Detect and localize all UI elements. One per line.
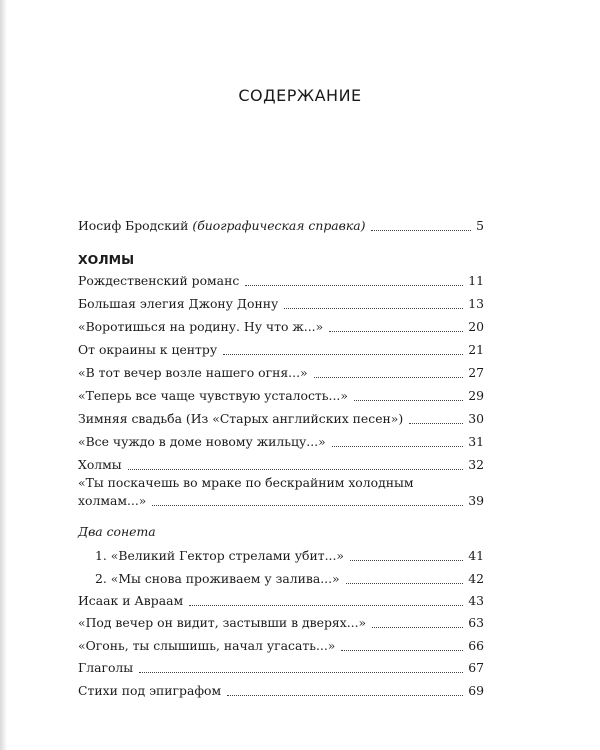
toc-entry-page: 41 [468, 548, 484, 563]
toc-entry-page: 29 [468, 388, 484, 403]
toc-entry[interactable] [78, 657, 484, 679]
toc-entry-label: Исаак и Авраам [78, 593, 184, 608]
toc-entry-page: 43 [468, 593, 484, 608]
toc-entry-label: «Теперь все чаще чувствую усталость...» [78, 388, 348, 403]
leader-dots [329, 331, 463, 332]
toc-entry-label: От окраины к центру [78, 342, 218, 357]
toc-entry-label: Глаголы [78, 660, 134, 675]
leader-dots [227, 695, 463, 696]
toc-entry[interactable] [78, 431, 484, 453]
toc-entry-page: 31 [468, 434, 484, 449]
toc-entry-page: 32 [468, 457, 484, 472]
leader-dots [372, 627, 463, 628]
toc-entry-label: Холмы [78, 457, 122, 472]
toc-entry-page: 20 [468, 319, 484, 334]
toc-entry[interactable] [78, 680, 484, 702]
toc-entry-label: Зимняя свадьба (Из «Старых английских песен») [78, 411, 404, 426]
toc-entry[interactable] [78, 316, 484, 338]
page-title: СОДЕРЖАНИЕ [238, 86, 362, 105]
toc-entry-label: «Все чуждо в доме новому жильцу...» [78, 434, 326, 449]
toc-entry-page: 67 [468, 660, 484, 675]
toc-entry-page: 11 [468, 273, 484, 288]
toc-entry-page: 42 [468, 571, 484, 586]
toc-entry[interactable] [78, 408, 484, 430]
toc-entry-wrapped-line[interactable]: «Ты поскачешь во мраке по бескрайним холодным [78, 475, 414, 490]
toc-entry-page: 63 [468, 615, 484, 630]
leader-dots [350, 560, 463, 561]
toc-entry-label: Иосиф Бродский [78, 218, 189, 233]
leader-dots [284, 308, 463, 309]
leader-dots [245, 285, 463, 286]
leader-dots [354, 400, 463, 401]
toc-entry[interactable] [78, 635, 484, 657]
leader-dots [128, 469, 464, 470]
toc-entry[interactable] [78, 362, 484, 384]
leader-dots [409, 423, 463, 424]
leader-dots [223, 354, 463, 355]
toc-entry-label: «Огонь, ты слышишь, начал угасать...» [78, 638, 336, 653]
leader-dots [139, 672, 463, 673]
page-binding-edge [0, 0, 7, 750]
leader-dots [314, 377, 464, 378]
toc-entry-page: 69 [468, 683, 484, 698]
toc-entry-intro[interactable] [78, 215, 484, 237]
leader-dots [346, 583, 464, 584]
toc-entry-label: «В тот вечер возле нашего огня...» [78, 365, 308, 380]
toc-entry[interactable] [95, 568, 484, 590]
toc-entry-label: «Воротишься на родину. Ну что ж...» [78, 319, 324, 334]
leader-dots [341, 650, 463, 651]
leader-dots [189, 605, 463, 606]
toc-entry-page: 66 [468, 638, 484, 653]
toc-entry[interactable] [78, 293, 484, 315]
toc-entry-page: 5 [476, 218, 484, 233]
toc-entry[interactable] [78, 590, 484, 612]
toc-entry[interactable] [78, 385, 484, 407]
toc-entry[interactable] [78, 339, 484, 361]
toc-entry-page: 39 [468, 493, 484, 508]
subsection-heading: Два сонета [78, 524, 156, 539]
leader-dots [371, 230, 471, 231]
toc-entry-label: Рождественский романс [78, 273, 240, 288]
toc-entry-label: «Под вечер он видит, застывши в дверях...» [78, 615, 367, 630]
toc-entry-label: 2. «Мы снова проживаем у залива...» [95, 571, 340, 586]
leader-dots [152, 505, 463, 506]
toc-entry-page: 13 [468, 296, 484, 311]
toc-entry[interactable] [95, 545, 484, 567]
toc-entry-label: Большая элегия Джону Донну [78, 296, 279, 311]
toc-entry-page: 30 [468, 411, 484, 426]
toc-entry-label: 1. «Великий Гектор стрелами убит...» [95, 548, 344, 563]
toc-entry-label: Стихи под эпиграфом [78, 683, 222, 698]
toc-entry-label: холмам...» [78, 493, 147, 508]
section-heading: ХОЛМЫ [78, 252, 135, 267]
leader-dots [332, 446, 464, 447]
toc-entry-page: 27 [468, 365, 484, 380]
toc-entry[interactable] [78, 612, 484, 634]
toc-entry-label-italic: (биографическая справка) [192, 218, 366, 233]
toc-entry[interactable] [78, 490, 484, 512]
toc-entry-page: 21 [468, 342, 484, 357]
toc-entry[interactable] [78, 270, 484, 292]
